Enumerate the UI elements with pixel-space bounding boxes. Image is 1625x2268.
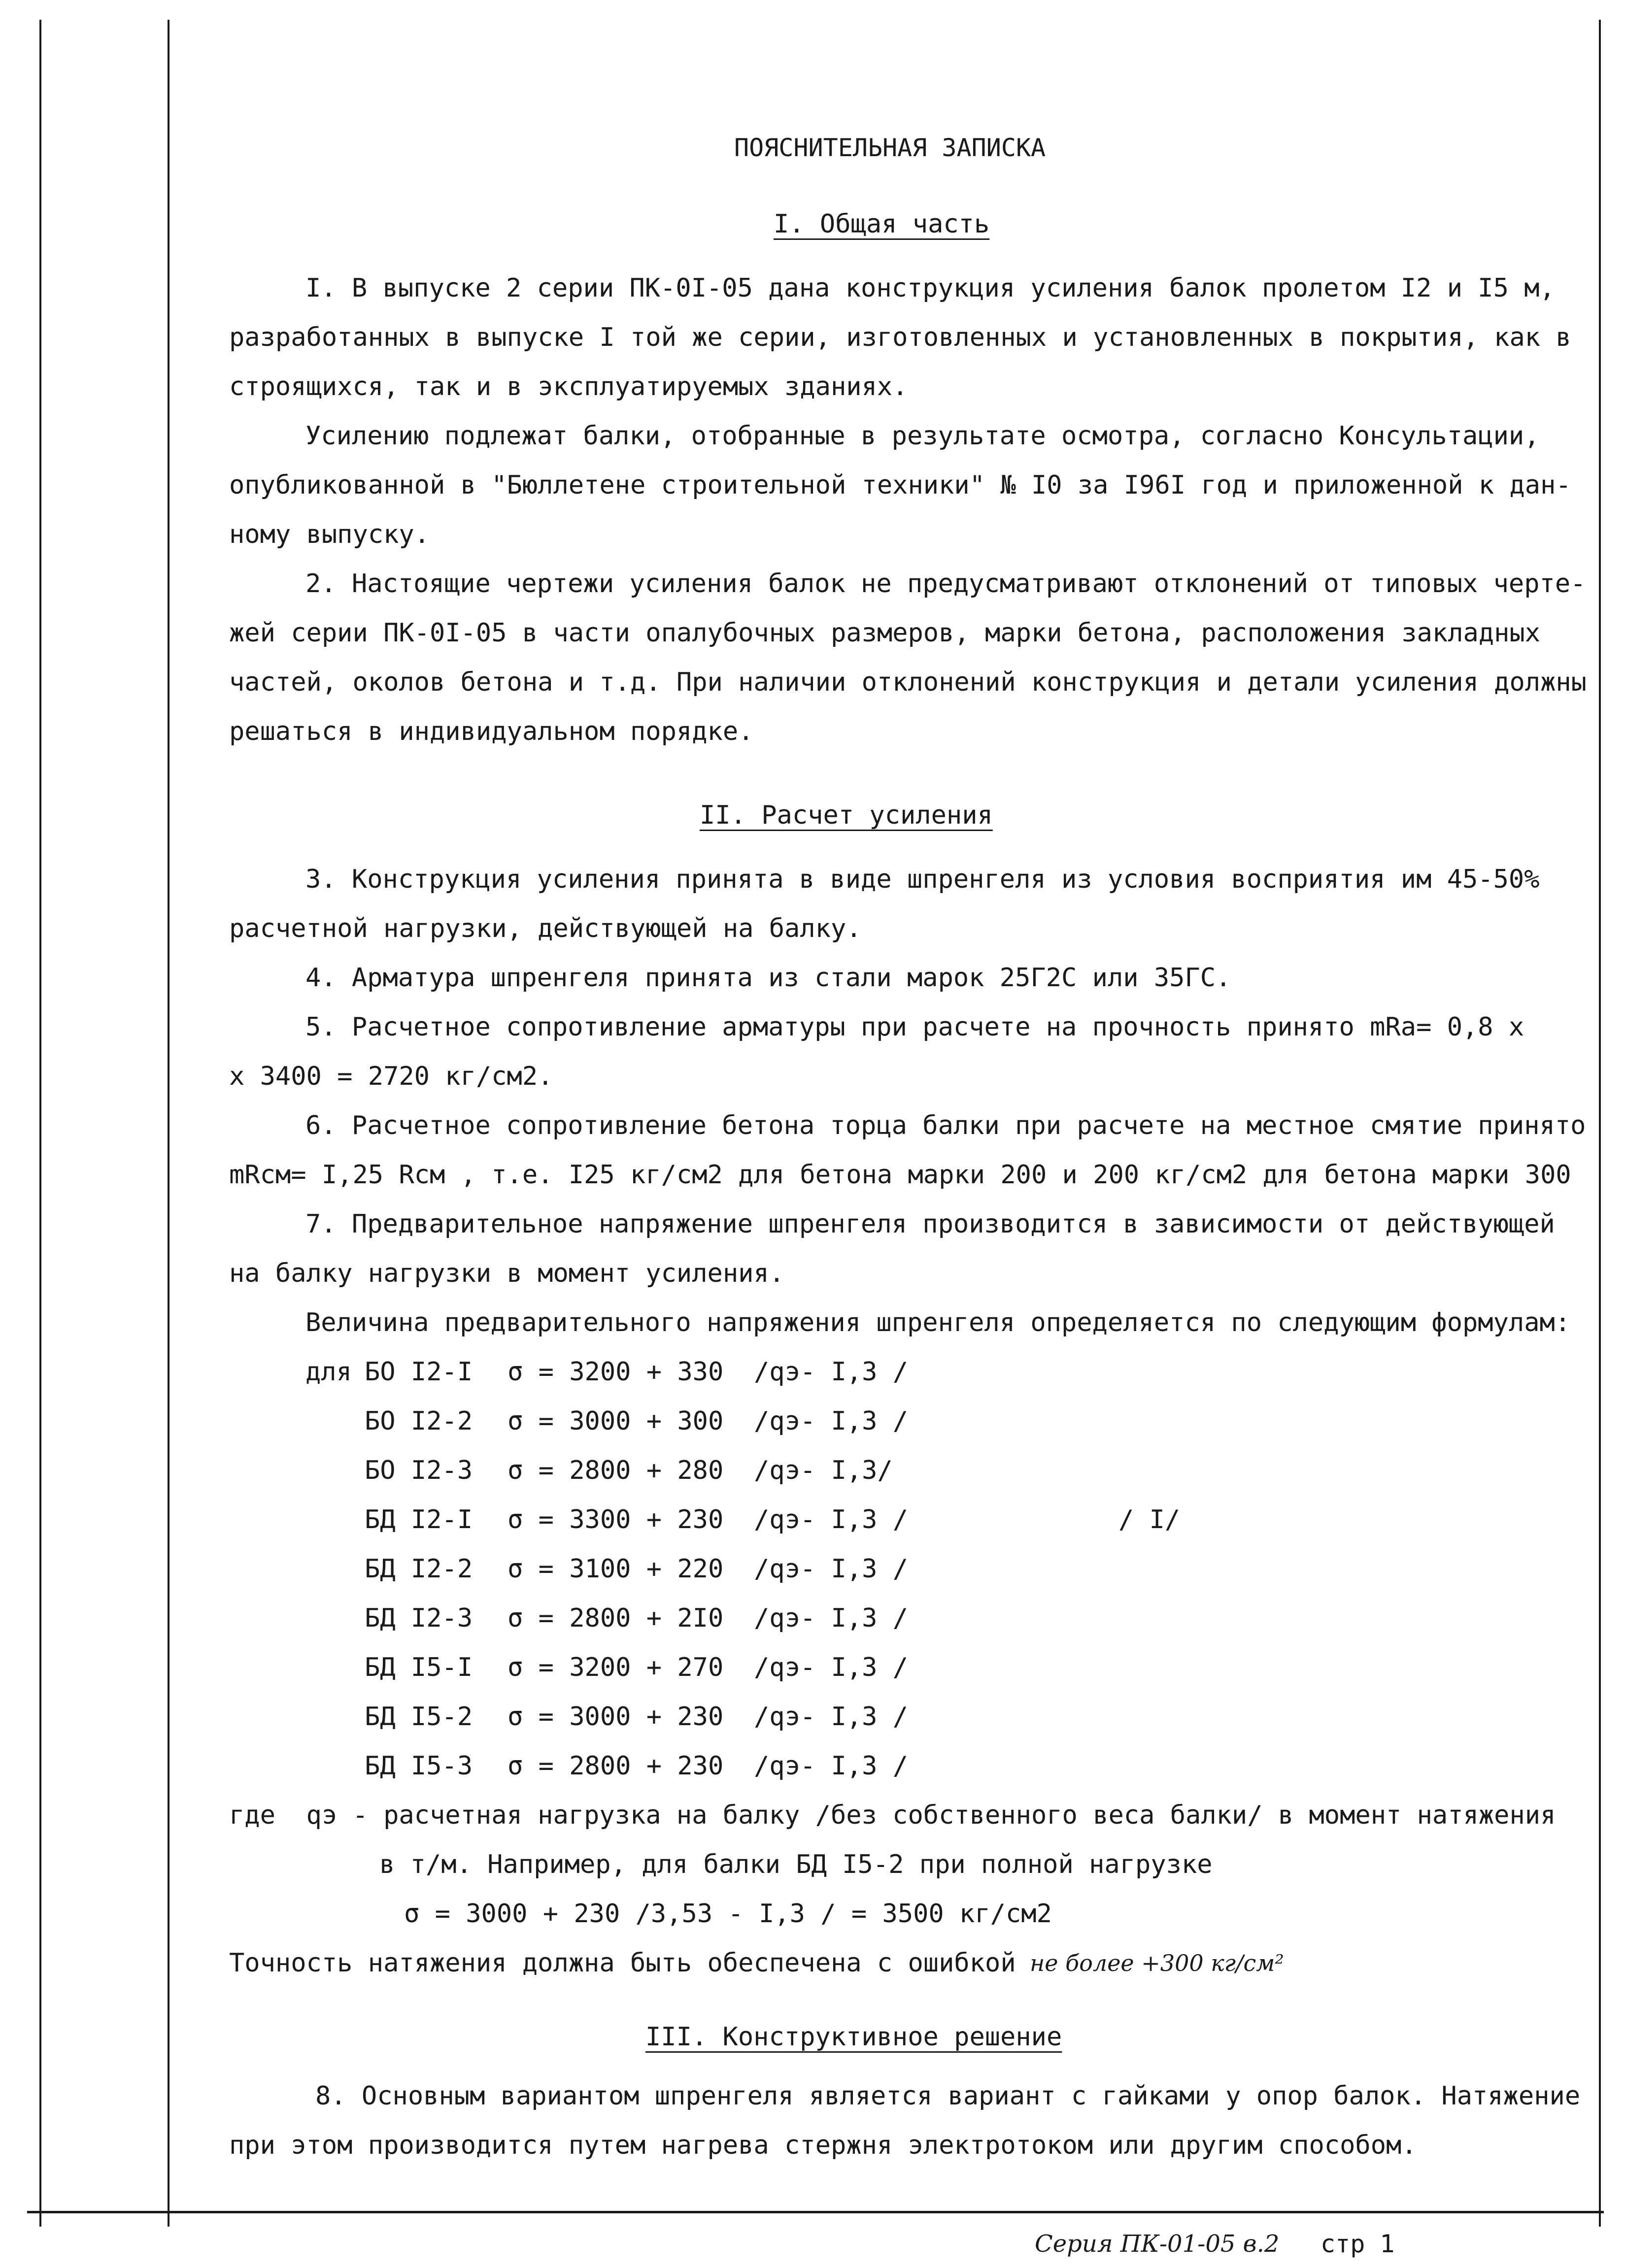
formula-3-expr: σ = 2800 + 280 — [508, 1456, 724, 1485]
formula-1-tail: /qэ- I,3 / — [754, 1357, 909, 1387]
formula-1-expr: σ = 3200 + 330 — [508, 1357, 724, 1387]
paragraph-3-line-4: решаться в индивидуальном порядке. — [229, 717, 754, 746]
example-formula: σ = 3000 + 230 /3,53 - I,3 / = 3500 кг/см2 — [404, 1899, 1052, 1929]
page-number: стр 1 — [1320, 2230, 1395, 2258]
paragraph-9-line-2: при этом производится путем нагрева стержня электротоком или другим способом. — [229, 2131, 1417, 2160]
paragraph-8-line-2: на балку нагрузки в момент усиления. — [229, 1259, 785, 1288]
accuracy-handwritten: не более +300 кг/см² — [1030, 1950, 1284, 1976]
section-3-heading: III. Конструктивное решение — [645, 2022, 1062, 2052]
formula-5-beam: БД I2-2 — [365, 1554, 473, 1584]
paragraph-3-line-3: частей, околов бетона и т.д. При наличии отклонений конструкция и детали усиления должны — [229, 667, 1587, 697]
paragraph-4-line-1: 3. Конструкция усиления принята в виде шпренгеля из условия восприятия им 45-50% — [305, 865, 1540, 894]
paragraph-1-line-1: I. В выпуске 2 серии ПК-0I-05 дана конструкция усиления балок пролетом I2 и I5 м, — [305, 273, 1555, 303]
paragraph-2-line-1: Усилению подлежат балки, отобранные в результате осмотра, согласно Консультации, — [305, 421, 1540, 451]
frame-left-inner — [168, 20, 169, 2227]
formula-4-expr: σ = 3300 + 230 — [508, 1505, 724, 1534]
paragraph-5: 4. Арматура шпренгеля принята из стали марок 25Г2С или 35ГС. — [305, 963, 1231, 993]
formula-4-beam: БД I2-I — [365, 1505, 473, 1534]
formula-6-tail: /qэ- I,3 / — [754, 1603, 909, 1633]
formula-8-expr: σ = 3000 + 230 — [508, 1702, 724, 1732]
formula-7-expr: σ = 3200 + 270 — [508, 1653, 724, 1682]
where-line-1: где qэ - расчетная нагрузка на балку /без собственного веса балки/ в момент натяжения — [229, 1801, 1556, 1830]
formula-2-beam: БО I2-2 — [365, 1406, 473, 1436]
paragraph-9-line-1: 8. Основным вариантом шпренгеля является вариант с гайками у опор балок. Натяжение — [315, 2081, 1581, 2111]
document-title: ПОЯСНИТЕЛЬНАЯ ЗАПИСКА — [734, 133, 1046, 162]
formula-3-tail: /qэ- I,3/ — [754, 1456, 893, 1485]
paragraph-3-line-1: 2. Настоящие чертежи усиления балок не предусматривают отклонений от типовых черте- — [305, 569, 1586, 599]
paragraph-2-line-2: опубликованной в "Бюллетене строительной техники" № I0 за I96I год и приложенной к дан- — [229, 470, 1571, 500]
frame-left-outer — [39, 20, 41, 2227]
frame-bottom — [27, 2211, 1604, 2213]
frame-right — [1599, 20, 1601, 2227]
paragraph-6-line-1: 5. Расчетное сопротивление арматуры при расчете на прочность принято mRа= 0,8 x — [305, 1012, 1524, 1042]
formula-6-beam: БД I2-3 — [365, 1603, 473, 1633]
formula-2-expr: σ = 3000 + 300 — [508, 1406, 724, 1436]
accuracy-text: Точность натяжения должна быть обеспечена с ошибкой — [229, 1948, 1016, 1978]
formula-9-beam: БД I5-3 — [365, 1751, 473, 1781]
paragraph-3-line-2: жей серии ПК-0I-05 в части опалубочных размеров, марки бетона, расположения закладных — [229, 618, 1541, 648]
paragraph-6-line-2: x 3400 = 2720 кг/см2. — [229, 1062, 553, 1091]
formulas-prefix: для — [305, 1357, 352, 1387]
section-1-heading: I. Общая часть — [774, 209, 990, 239]
formula-3-beam: БО I2-3 — [365, 1456, 473, 1485]
paragraph-1-line-3: строящихся, так и в эксплуатируемых зданиях. — [229, 372, 908, 401]
formula-7-beam: БД I5-I — [365, 1653, 473, 1682]
section-2-heading: II. Расчет усиления — [700, 800, 993, 830]
formula-6-expr: σ = 2800 + 2I0 — [508, 1603, 724, 1633]
paragraph-8-line-1: 7. Предварительное напряжение шпренгеля производится в зависимости от действующей — [305, 1209, 1555, 1239]
formula-1-beam: БО I2-I — [365, 1357, 473, 1387]
formula-2-tail: /qэ- I,3 / — [754, 1406, 909, 1436]
formula-number: / I/ — [1118, 1505, 1181, 1534]
formula-8-tail: /qэ- I,3 / — [754, 1702, 909, 1732]
paragraph-2-line-3: ному выпуску. — [229, 520, 430, 549]
paragraph-4-line-2: расчетной нагрузки, действующей на балку. — [229, 914, 862, 943]
formula-5-expr: σ = 3100 + 220 — [508, 1554, 724, 1584]
formula-8-beam: БД I5-2 — [365, 1702, 473, 1732]
paragraph-7-line-1: 6. Расчетное сопротивление бетона торца балки при расчете на местное смятие принято — [305, 1111, 1586, 1140]
formula-7-tail: /qэ- I,3 / — [754, 1653, 909, 1682]
formula-9-tail: /qэ- I,3 / — [754, 1751, 909, 1781]
where-line-2: в т/м. Например, для балки БД I5-2 при полной нагрузке — [379, 1850, 1213, 1879]
formula-9-expr: σ = 2800 + 230 — [508, 1751, 724, 1781]
paragraph-7-line-2: mRсм= I,25 Rсм , т.е. I25 кг/см2 для бетона марки 200 и 200 кг/см2 для бетона марки 300 — [229, 1160, 1571, 1190]
series-stamp: Серия ПК-01-05 в.2 — [1035, 2230, 1280, 2258]
formulas-intro: Величина предварительного напряжения шпренгеля определяется по следующим формулам: — [305, 1308, 1571, 1337]
paragraph-1-line-2: разработанных в выпуске I той же серии, изготовленных и установленных в покрытия, как в — [229, 323, 1571, 352]
formula-5-tail: /qэ- I,3 / — [754, 1554, 909, 1584]
formula-4-tail: /qэ- I,3 / — [754, 1505, 909, 1534]
